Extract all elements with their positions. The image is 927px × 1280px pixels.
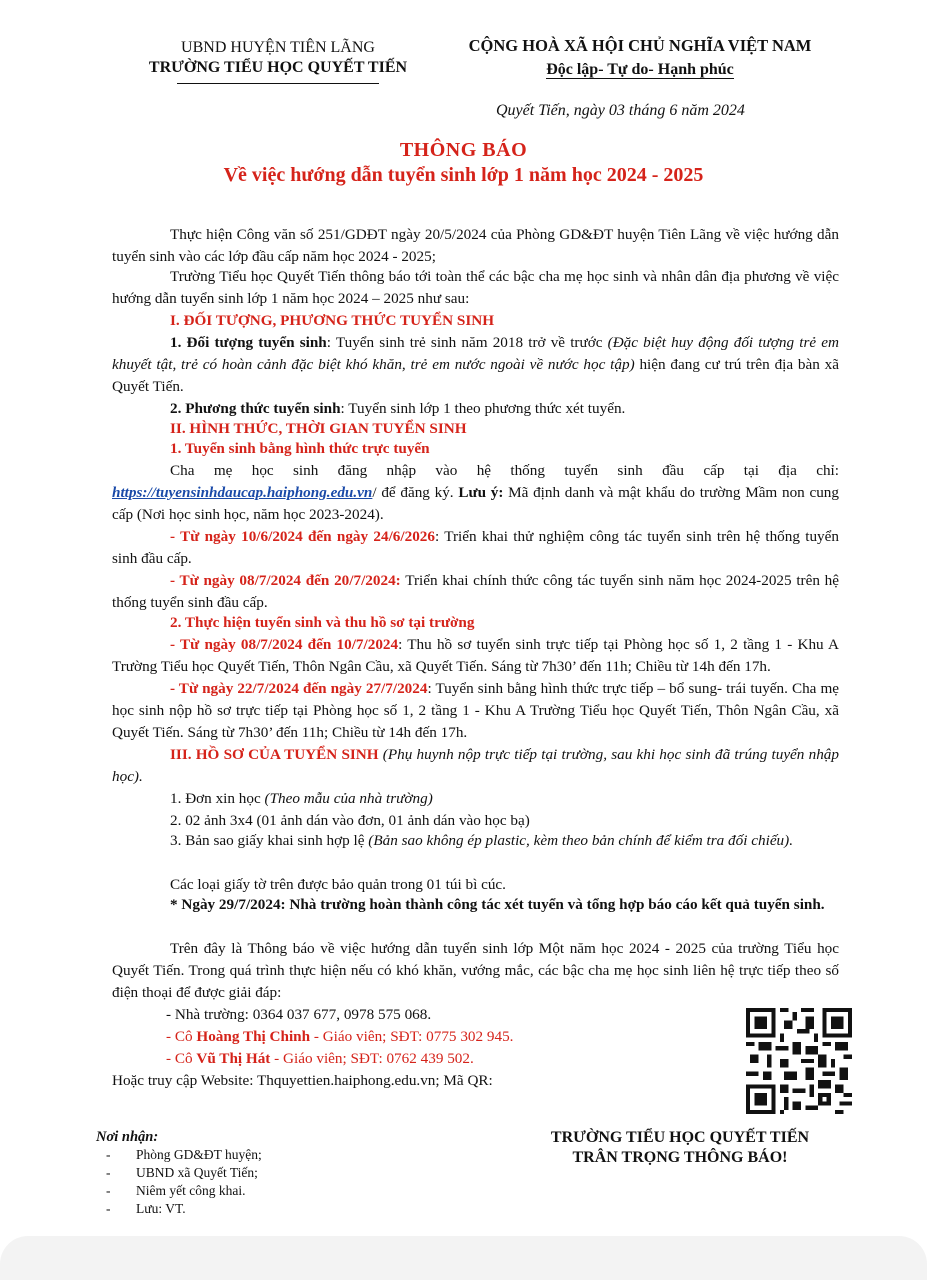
online-text: Cha mẹ học sinh đăng nhập vào hệ thống tuyển sinh đầu cấp tại địa chỉ: <box>170 462 839 479</box>
target-tail: hiện đang cư trú trên địa bàn xã Quyết Tiến. <box>112 356 839 395</box>
note-label: Lưu ý: <box>458 484 504 501</box>
section-1-method <box>170 398 625 420</box>
section-3-heading <box>112 744 839 788</box>
item-3-italic: (Bản sao không ép plastic, kèm theo bản chính để kiểm tra đối chiếu). <box>368 832 794 849</box>
c1-post: - Giáo viên; SĐT: 0775 302 945. <box>310 1028 514 1045</box>
closing-paragraph: Trên đây là Thông báo về việc hướng dẫn tuyển sinh lớp Một năm học 2024 - 2025 của trường Tiểu học Quyết Tiến. Trong quá trình thực hiện nếu có khó khăn, vướng mắc, các bậc cha mẹ học sinh liên hệ trực tiếp theo số điện thoại để được giải đáp: <box>112 940 839 1001</box>
list-item: - Lưu: VT. <box>106 1200 262 1218</box>
document-item-2: 2. 02 ảnh 3x4 (01 ảnh dán vào đơn, 01 ảnh dán vào học bạ) <box>170 812 530 829</box>
item-3-text: 3. Bản sao giấy khai sinh hợp lệ <box>170 832 369 849</box>
online-period-1 <box>112 526 839 570</box>
qr-code-icon[interactable] <box>746 1008 852 1114</box>
storage-note: Các loại giấy tờ trên được bảo quản trong 01 túi bì cúc. <box>170 876 506 893</box>
target-italic: (Đặc biệt huy động đối tượng trẻ em khuyết tật, trẻ có hoàn cảnh đặc biệt khó khăn, trẻ em nước ngoài về nước học tập) <box>112 334 839 373</box>
deadline-note: * Ngày 29/7/2024: Nhà trường hoàn thành công tác xét tuyển và tổng hợp báo cáo kết quả tuyển sinh. <box>170 896 825 913</box>
target-label: 1. Đối tượng tuyển sinh <box>170 334 327 351</box>
online-period-2 <box>112 570 839 614</box>
school-name: TRƯỜNG TIỂU HỌC QUYẾT TIẾN <box>148 59 408 76</box>
bottom-panel <box>0 1236 927 1280</box>
period-4-date: - Từ ngày 22/7/2024 đến ngày 27/7/2024 <box>170 680 428 697</box>
nation-name: CỘNG HOÀ XÃ HỘI CHỦ NGHĨA VIỆT NAM <box>468 36 812 55</box>
section-3-note: (Phụ huynh nộp trực tiếp tại trường, sau khi học sinh đã trúng tuyển nhập học). <box>112 746 839 785</box>
contact-teacher-2 <box>166 1048 474 1070</box>
period-3-date: - Từ ngày 08/7/2024 đến 10/7/2024 <box>170 636 399 653</box>
document-item-1 <box>170 788 433 810</box>
section-2-sub2: 2. Thực hiện tuyển sinh và thu hồ sơ tại trường <box>170 614 475 631</box>
motto <box>440 60 840 80</box>
c2-post: - Giáo viên; SĐT: 0762 439 502. <box>270 1050 474 1067</box>
item-1-italic: (Theo mẫu của nhà trường) <box>264 790 433 807</box>
method-text: : Tuyển sinh lớp 1 theo phương thức xét tuyển. <box>340 400 626 417</box>
contact-school: - Nhà trường: 0364 037 677, 0978 575 068. <box>166 1006 432 1023</box>
c1-name: Hoàng Thị Chinh <box>196 1028 311 1045</box>
section-2-sub1: 1. Tuyển sinh bằng hình thức trực tuyến <box>170 440 430 457</box>
period-4-text: : Tuyển sinh bằng hình thức trực tiếp – bổ sung- trái tuyến. Cha mẹ học sinh nộp hồ sơ trực tiếp tại Phòng học số 1, 2 tầng 1 - Khu A Trường Tiểu học Quyết Tiến, Thôn Ngân Cầu, xã Quyết Tiến. Sáng từ 7h30’ đến 11h; Chiều từ 14h đến 17h. <box>112 680 840 741</box>
recipients-list <box>106 1146 262 1218</box>
document-subtitle: Về việc hướng dẫn tuyển sinh lớp 1 năm học 2024 - 2025 <box>223 164 704 186</box>
item-1-text: 1. Đơn xin học <box>170 790 265 807</box>
motto-text: Độc lập- Tự do- Hạnh phúc <box>546 61 734 78</box>
intro-paragraph-1: Thực hiện Công văn số 251/GDĐT ngày 20/5/2024 của Phòng GD&ĐT huyện Tiên Lãng về việc hướng dẫn tuyển sinh vào các lớp đầu cấp năm học 2024 - 2025; <box>112 226 839 265</box>
period-2-text: Triển khai chính thức công tác tuyển sinh năm học 2024-2025 trên hệ thống tuyển sinh đầu cấp. <box>112 572 839 611</box>
document-title: THÔNG BÁO <box>399 139 528 161</box>
list-item: - Niêm yết công khai. <box>106 1182 262 1200</box>
period-3-text: : Thu hồ sơ tuyển sinh trực tiếp tại Phòng học số 1, 2 tầng 1 - Khu A Trường Tiểu học Quyết Tiến, Thôn Ngân Cầu, xã Quyết Tiến. Sáng từ 7h30’ đến 11h; Chiều từ 14h đến 17h. <box>112 636 839 675</box>
recipients-label: Nơi nhận: <box>96 1129 159 1145</box>
list-item: - UBND xã Quyết Tiến; <box>106 1164 262 1182</box>
registration-link[interactable]: https://tuyensinhdaucap.haiphong.edu.vn <box>112 484 373 501</box>
c2-pre: - Cô <box>166 1050 197 1067</box>
issue-date: Quyết Tiến, ngày 03 tháng 6 năm 2024 <box>496 102 745 119</box>
after-link: / để đăng ký. <box>372 484 459 501</box>
direct-period-1 <box>112 634 839 678</box>
note-text: Mã định danh và mật khẩu do trường Mầm non cung cấp (Nơi học sinh học, năm học 2023-2024). <box>112 484 839 523</box>
period-1-date: - Từ ngày 10/6/2024 đến ngày 24/6/2026 <box>170 528 435 545</box>
agency-name: UBND HUYỆN TIÊN LÃNG <box>181 39 375 56</box>
period-2-date: - Từ ngày 08/7/2024 đến 20/7/2024: <box>170 572 401 589</box>
intro-paragraph-2: Trường Tiểu học Quyết Tiến thông báo tới toàn thể các bậc cha mẹ học sinh và nhân dân địa phương về việc hướng dẫn tuyển sinh lớp 1 năm học 2024 – 2025 như sau: <box>112 268 839 307</box>
signature-school: TRƯỜNG TIỂU HỌC QUYẾT TIẾN <box>550 1129 810 1146</box>
list-item: - Phòng GD&ĐT huyện; <box>106 1146 262 1164</box>
online-registration <box>112 460 839 526</box>
section-2-heading: II. HÌNH THỨC, THỜI GIAN TUYỂN SINH <box>170 420 467 437</box>
period-1-text: : Triển khai thử nghiệm công tác tuyển sinh trên hệ thống tuyển sinh đầu cấp. <box>112 528 839 567</box>
section-1-target <box>112 332 839 398</box>
method-label: 2. Phương thức tuyển sinh <box>170 400 341 417</box>
header-divider-left <box>177 83 379 84</box>
c1-pre: - Cô <box>166 1028 197 1045</box>
target-text: : Tuyển sinh trẻ sinh năm 2018 trở về trước <box>326 334 608 351</box>
contact-teacher-1 <box>166 1026 513 1048</box>
section-3-title: III. HỒ SƠ CỦA TUYỂN SINH <box>170 746 379 763</box>
section-1-heading: I. ĐỐI TƯỢNG, PHƯƠNG THỨC TUYỂN SINH <box>170 312 495 329</box>
c2-name: Vũ Thị Hát <box>196 1050 271 1067</box>
direct-period-2 <box>112 678 839 744</box>
document-item-3 <box>112 830 839 852</box>
website-line: Hoặc truy cập Website: Thquyettien.haiphong.edu.vn; Mã QR: <box>112 1072 493 1089</box>
signature-closing: TRÂN TRỌNG THÔNG BÁO! <box>572 1149 788 1166</box>
